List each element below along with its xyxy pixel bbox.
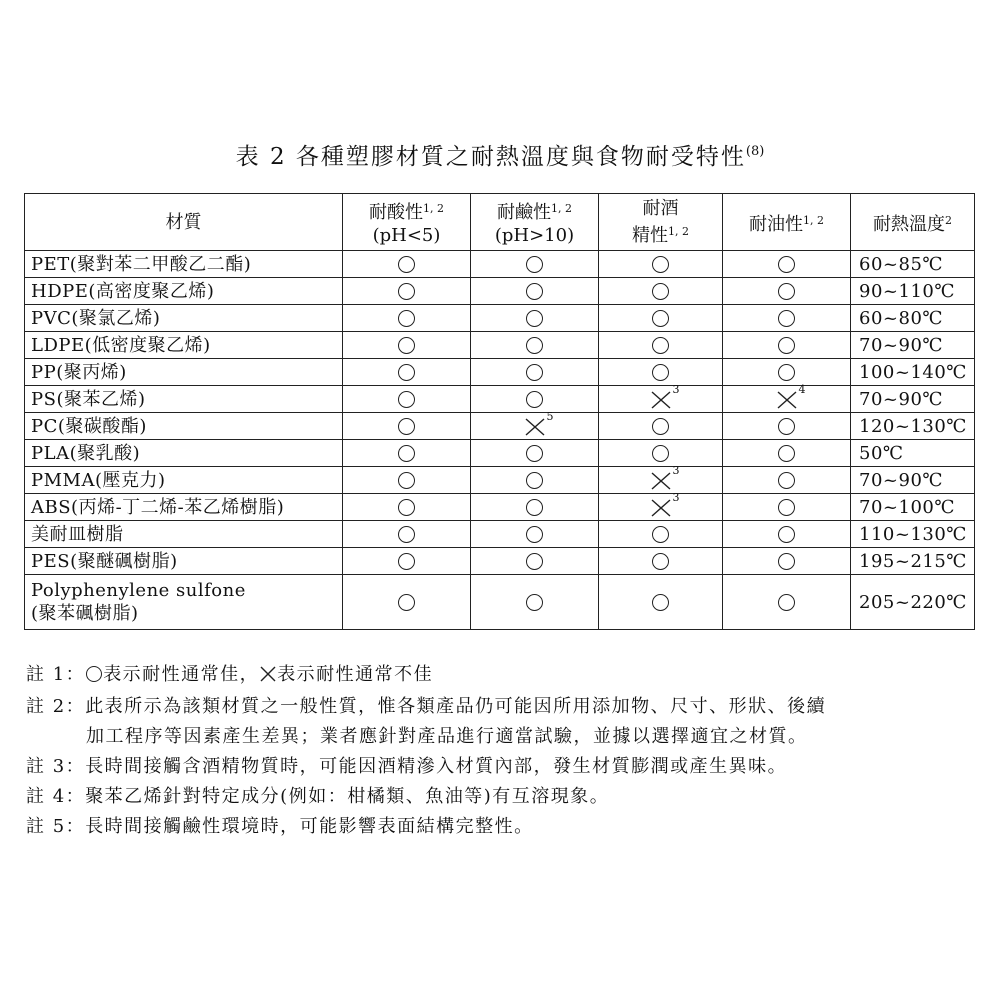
table-title-text: 表 2 各種塑膠材質之耐熱溫度與食物耐受特性 [235, 144, 746, 170]
circle-icon [778, 445, 795, 462]
resistance-cell [471, 305, 599, 332]
footnote-ref: 1, 2 [551, 202, 572, 215]
note-2 [26, 692, 966, 722]
circle-icon [526, 337, 543, 354]
resistance-cell [599, 440, 723, 467]
circle-icon [652, 553, 669, 570]
header-label: 耐油性 [749, 213, 803, 235]
table-row [25, 575, 975, 630]
header-acid-resistance [343, 194, 471, 251]
circle-icon [652, 418, 669, 435]
header-alkali-resistance [471, 194, 599, 251]
footnote-ref: 3 [672, 490, 680, 504]
table-row [25, 251, 975, 278]
footnote-ref: 1, 2 [423, 202, 444, 215]
resistance-cell [723, 359, 851, 386]
note-text: 長時間接觸含酒精物質時，可能因酒精滲入材質內部，發生材質膨潤或產生異味。 [85, 756, 788, 777]
resistance-cell [343, 521, 471, 548]
material-name: PLA(聚乳酸) [25, 440, 343, 467]
resistance-cell [723, 278, 851, 305]
material-name: HDPE(高密度聚乙烯) [25, 278, 343, 305]
resistance-cell [599, 548, 723, 575]
header-label: 耐鹼性 [497, 202, 551, 223]
resistance-cell [723, 413, 851, 440]
material-name: LDPE(低密度聚乙烯) [25, 332, 343, 359]
cross-icon [777, 382, 806, 409]
note-label: 註 4： [26, 786, 86, 807]
note-text: 此表所示為該類材質之一般性質，惟各類產品仍可能因所用添加物、尺寸、形狀、後續 [85, 696, 827, 717]
circle-icon [778, 594, 795, 611]
circle-icon [526, 283, 543, 300]
resistance-cell [343, 413, 471, 440]
resistance-cell [343, 575, 471, 630]
table-row [25, 548, 975, 575]
note-3 [26, 752, 966, 782]
circle-icon [526, 310, 543, 327]
resistance-cell [723, 521, 851, 548]
header-sublabel: 精性 [632, 225, 668, 246]
header-sublabel: (pH<5) [372, 225, 441, 246]
resistance-cell [343, 467, 471, 494]
material-name: PVC(聚氯乙烯) [25, 305, 343, 332]
circle-icon [526, 256, 543, 273]
circle-icon [526, 391, 543, 408]
heat-temperature: 50℃ [851, 440, 975, 467]
table-row [25, 467, 975, 494]
material-name: ABS(丙烯-丁二烯-苯乙烯樹脂) [25, 494, 343, 521]
footnote-ref: 1, 2 [803, 213, 824, 227]
circle-icon [398, 391, 415, 408]
circle-icon [778, 499, 795, 516]
resistance-cell [471, 521, 599, 548]
table-row [25, 521, 975, 548]
reference-marker: (8) [745, 144, 765, 159]
heat-temperature: 70~100℃ [851, 494, 975, 521]
material-name: PC(聚碳酸酯) [25, 413, 343, 440]
table-row [25, 386, 975, 413]
footnote-ref: 2 [945, 213, 952, 227]
table-row [25, 413, 975, 440]
header-oil-resistance [723, 194, 851, 251]
notes-section [26, 660, 966, 842]
circle-icon [652, 283, 669, 300]
resistance-cell [471, 332, 599, 359]
circle-icon [526, 553, 543, 570]
note-label: 註 3： [26, 756, 86, 777]
note-text: 表示耐性通常佳， [103, 664, 260, 685]
resistance-cell [723, 548, 851, 575]
note-label: 註 1： [26, 664, 86, 685]
table-row [25, 305, 975, 332]
resistance-cell [599, 575, 723, 630]
header-label: 耐酸性 [369, 202, 423, 223]
header-label: 耐熱溫度 [873, 213, 945, 235]
resistance-cell [343, 494, 471, 521]
circle-icon [652, 256, 669, 273]
heat-temperature: 110~130℃ [851, 521, 975, 548]
resistance-cell [599, 521, 723, 548]
resistance-cell [723, 440, 851, 467]
resistance-cell [471, 409, 599, 440]
resistance-cell [471, 386, 599, 413]
resistance-cell [599, 251, 723, 278]
header-label: 耐酒 [642, 198, 679, 219]
footnote-ref: 3 [672, 382, 680, 396]
circle-icon [398, 364, 415, 381]
circle-icon [778, 310, 795, 327]
header-sublabel: (pH>10) [494, 225, 575, 246]
cross-icon [260, 662, 276, 692]
table-header [25, 194, 975, 251]
resistance-cell [343, 440, 471, 467]
resistance-cell [723, 251, 851, 278]
resistance-cell [471, 440, 599, 467]
table-row [25, 278, 975, 305]
circle-icon [778, 364, 795, 381]
resistance-cell [471, 575, 599, 630]
material-name: PS(聚苯乙烯) [25, 386, 343, 413]
circle-icon [398, 310, 415, 327]
resistance-cell [343, 278, 471, 305]
resistance-cell [723, 305, 851, 332]
circle-icon [398, 418, 415, 435]
cross-icon [525, 409, 554, 436]
circle-icon [526, 499, 543, 516]
circle-icon [398, 472, 415, 489]
circle-icon [398, 526, 415, 543]
heat-temperature: 70~90℃ [851, 332, 975, 359]
circle-icon [652, 526, 669, 543]
resistance-cell [599, 463, 723, 494]
material-name: Polyphenylene sulfone (聚苯碸樹脂) [25, 575, 343, 630]
circle-icon [398, 337, 415, 354]
material-name: 美耐皿樹脂 [25, 521, 343, 548]
header-material [25, 194, 343, 251]
footnote-ref: 5 [546, 409, 554, 423]
heat-temperature: 195~215℃ [851, 548, 975, 575]
circle-icon [398, 445, 415, 462]
cross-icon [651, 382, 680, 409]
heat-temperature: 70~90℃ [851, 467, 975, 494]
resistance-cell [343, 359, 471, 386]
resistance-cell [599, 305, 723, 332]
circle-icon [778, 283, 795, 300]
note-1 [26, 660, 966, 692]
note-5 [26, 812, 966, 842]
circle-icon [778, 472, 795, 489]
resistance-cell [471, 548, 599, 575]
resistance-cell [599, 413, 723, 440]
circle-icon [526, 472, 543, 489]
circle-icon [778, 256, 795, 273]
material-name: PES(聚醚碸樹脂) [25, 548, 343, 575]
circle-icon [778, 553, 795, 570]
circle-icon [652, 310, 669, 327]
resistance-cell [599, 382, 723, 413]
circle-icon [526, 445, 543, 462]
note-text: 表示耐性通常不佳 [277, 664, 434, 685]
resistance-cell [599, 278, 723, 305]
material-name: PP(聚丙烯) [25, 359, 343, 386]
circle-icon [652, 364, 669, 381]
heat-temperature: 70~90℃ [851, 386, 975, 413]
footnote-ref: 4 [798, 382, 806, 396]
resistance-cell [723, 494, 851, 521]
table-row [25, 332, 975, 359]
circle-icon [398, 594, 415, 611]
resistance-cell [343, 386, 471, 413]
heat-temperature: 205~220℃ [851, 575, 975, 630]
table-body [25, 251, 975, 630]
resistance-cell [723, 575, 851, 630]
resistance-cell [343, 548, 471, 575]
note-label: 註 5： [26, 816, 86, 837]
heat-temperature: 90~110℃ [851, 278, 975, 305]
material-name: PET(聚對苯二甲酸乙二酯) [25, 251, 343, 278]
circle-icon [778, 337, 795, 354]
circle-icon [526, 364, 543, 381]
circle-icon [652, 594, 669, 611]
note-4 [26, 782, 966, 812]
circle-icon [398, 499, 415, 516]
heat-temperature: 120~130℃ [851, 413, 975, 440]
resistance-cell [343, 332, 471, 359]
resistance-cell [723, 467, 851, 494]
circle-icon [526, 594, 543, 611]
circle-icon [652, 445, 669, 462]
note-text: 聚苯乙烯針對特定成分(例如：柑橘類、魚油等)有互溶現象。 [85, 786, 610, 807]
heat-temperature: 100~140℃ [851, 359, 975, 386]
header-heat-resistance [851, 194, 975, 251]
header-label: 材質 [165, 211, 202, 233]
resistance-cell [599, 490, 723, 521]
circle-icon [86, 666, 102, 682]
circle-icon [398, 553, 415, 570]
heat-temperature: 60~80℃ [851, 305, 975, 332]
footnote-ref: 3 [672, 463, 680, 477]
circle-icon [778, 526, 795, 543]
material-name: PMMA(壓克力) [25, 467, 343, 494]
note-label: 註 2： [26, 696, 86, 717]
heat-temperature: 60~85℃ [851, 251, 975, 278]
resistance-cell [471, 467, 599, 494]
footnote-ref: 1, 2 [668, 225, 689, 238]
table-row [25, 494, 975, 521]
header-alcohol-resistance [599, 194, 723, 251]
table-row [25, 359, 975, 386]
note-2-continued: 加工程序等因素產生差異；業者應針對產品進行適當試驗，並據以選擇適宜之材質。 [86, 726, 808, 747]
resistance-cell [471, 278, 599, 305]
resistance-cell [471, 359, 599, 386]
resistance-cell [471, 251, 599, 278]
table-title [0, 138, 1000, 171]
header-row [25, 194, 975, 251]
properties-table [24, 193, 975, 630]
resistance-cell [343, 251, 471, 278]
resistance-cell [343, 305, 471, 332]
circle-icon [778, 418, 795, 435]
resistance-cell [599, 359, 723, 386]
circle-icon [526, 526, 543, 543]
circle-icon [652, 337, 669, 354]
cross-icon [651, 490, 680, 517]
resistance-cell [471, 494, 599, 521]
table-row [25, 440, 975, 467]
resistance-cell [723, 332, 851, 359]
circle-icon [398, 283, 415, 300]
resistance-cell [599, 332, 723, 359]
resistance-cell [723, 382, 851, 413]
note-text: 長時間接觸鹼性環境時，可能影響表面結構完整性。 [85, 816, 534, 837]
cross-icon [651, 463, 680, 490]
circle-icon [398, 256, 415, 273]
